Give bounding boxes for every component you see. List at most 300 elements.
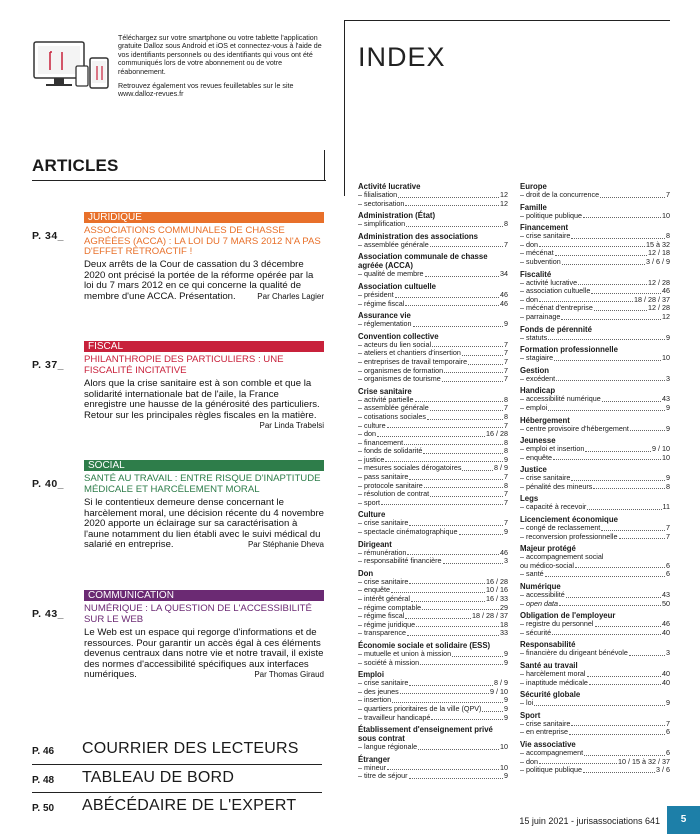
category-badge: JURIDIQUE <box>84 212 324 223</box>
article-summary <box>84 379 324 432</box>
index-entry[interactable] <box>358 241 508 250</box>
index-heading: Administration des associations <box>358 231 479 241</box>
index-entry-page: 29 <box>500 602 508 612</box>
dot-leader <box>559 600 661 607</box>
dot-leader <box>571 232 665 239</box>
article-summary-text: Si le contentieux demeure dense concernant le harcèlement moral, une décision récente du 4 novembre 2020 apporte un éclairage sur sa caractérisation à l'aune notamment du lien établi avec le suivi médical du salarié en entreprise. <box>84 497 324 551</box>
index-entry-page: 10 <box>662 353 670 363</box>
index-entry-label: – accessibilité numérique <box>520 394 601 404</box>
dot-leader <box>413 320 503 327</box>
index-entry-label: – régime juridique <box>358 619 416 629</box>
index-heading: Administration (État) <box>358 211 436 221</box>
index-heading: Étranger <box>358 754 391 764</box>
index-entry[interactable] <box>520 404 670 413</box>
dot-leader <box>416 621 499 628</box>
index-heading: Financement <box>520 223 569 233</box>
dot-leader <box>553 454 661 461</box>
dot-leader <box>424 482 503 489</box>
section-page: P. 46 <box>32 746 55 757</box>
index-entry-label: – parrainage <box>520 311 561 321</box>
index-entry-label: – acteurs du lien social <box>358 339 432 349</box>
index-entry-label: – crise sanitaire <box>520 718 571 728</box>
index-entry-label: – sectorisation <box>358 198 405 208</box>
index-entry[interactable] <box>520 375 670 384</box>
index-entry[interactable] <box>520 649 670 658</box>
index-heading: Établissement d'enseignement privé sous contrat <box>358 725 493 744</box>
index-entry-label: – régime fiscal <box>358 298 405 308</box>
index-entry[interactable] <box>520 483 670 492</box>
index-entry[interactable] <box>358 714 508 723</box>
article-author: Par Stéphanie Dheva <box>247 540 324 550</box>
dot-leader <box>420 659 503 666</box>
index-entry[interactable] <box>520 334 670 343</box>
index-entry-page: 7 <box>504 365 508 375</box>
index-heading: Obligation de l'employeur <box>520 611 616 621</box>
dot-leader <box>392 696 503 703</box>
article-item[interactable] <box>32 212 326 312</box>
article-title[interactable]: NUMÉRIQUE : LA QUESTION DE L'ACCESSIBILITÉ SUR LE WEB <box>84 603 312 625</box>
index-entry-label: – crise sanitaire <box>358 518 409 528</box>
dot-leader <box>442 375 503 382</box>
dot-leader <box>554 354 661 361</box>
dot-leader <box>630 425 665 432</box>
index-heading: Dirigeant <box>358 539 392 549</box>
index-entry-page: 7 <box>504 403 508 413</box>
index-entry-page: 8 <box>666 231 670 241</box>
section-title[interactable]: COURRIER DES LECTEURS <box>82 740 299 757</box>
index-column-1 <box>358 182 508 781</box>
article-title[interactable]: SANTÉ AU TRAVAIL : ENTRE RISQUE D'INAPTITUDE MÉDICALE ET HARCÈLEMENT MORAL <box>84 473 321 495</box>
dot-leader <box>430 241 503 248</box>
index-entry-label: – intérêt général <box>358 594 410 603</box>
index-entry[interactable] <box>358 375 508 384</box>
dot-leader <box>548 334 665 341</box>
index-entry[interactable] <box>520 354 670 363</box>
section-page: P. 48 <box>32 775 55 786</box>
index-entry[interactable] <box>358 200 508 209</box>
dot-leader <box>578 279 647 286</box>
index-entry-label: – statuts <box>520 332 548 342</box>
index-entry-page: 9 <box>666 473 670 483</box>
index-entry-page: 10 / 16 <box>486 585 508 595</box>
index-heading: Justice <box>520 465 547 475</box>
index-entry-label: – financement <box>358 437 404 447</box>
article-author: Par Charles Lagier <box>257 291 324 301</box>
index-entry-label: – congé de reclassement <box>520 523 601 533</box>
index-entry-label: – don <box>520 756 538 766</box>
index-entry-label: – enquête <box>520 452 552 462</box>
index-entry[interactable] <box>358 629 508 638</box>
dot-leader <box>387 422 503 429</box>
article-summary <box>84 260 324 302</box>
dot-leader <box>593 483 665 490</box>
dot-leader <box>409 473 503 480</box>
article-author: Par Linda Trabelsi <box>259 421 324 431</box>
index-entry-page: 9 <box>504 712 508 722</box>
category-badge: COMMUNICATION <box>84 590 324 601</box>
index-entry-label: – langue régionale <box>358 742 418 752</box>
dot-leader <box>459 528 504 535</box>
index-entry-page: 7 <box>666 718 670 728</box>
category-badge: SOCIAL <box>84 460 324 471</box>
index-entry-page: 46 <box>500 547 508 557</box>
index-entry[interactable] <box>520 728 670 737</box>
index-heading: Emploi <box>358 670 384 680</box>
index-entry[interactable] <box>358 490 508 499</box>
index-entry-page: 18 / 28 / 37 <box>634 294 670 304</box>
index-heading: Hébergement <box>520 415 570 425</box>
index-entry-page: 46 <box>500 298 508 308</box>
index-entry-page: 8 <box>504 394 508 404</box>
dot-leader <box>425 270 499 277</box>
dot-leader <box>539 241 645 248</box>
index-entry-label: – assemblée générale <box>358 239 429 249</box>
index-entry[interactable] <box>520 600 670 609</box>
index-entry-label: – accompagnement <box>520 747 584 757</box>
dot-leader <box>583 212 661 219</box>
dot-leader <box>406 220 503 227</box>
divider <box>32 180 326 181</box>
index-entry-label: – des jeunes <box>358 686 399 696</box>
index-entry-page: 3 <box>666 373 670 383</box>
dot-leader <box>569 728 665 735</box>
index-entry-label: – simplification <box>358 219 406 229</box>
dot-leader <box>602 395 661 402</box>
index-entry-label: – don <box>520 239 538 249</box>
index-heading: Vie associative <box>520 739 576 749</box>
dot-leader <box>601 524 665 531</box>
index-entry-page: 9 <box>504 703 508 713</box>
index-entry-page: 16 / 28 <box>486 576 508 586</box>
index-entry-label: – crise sanitaire <box>358 678 409 688</box>
index-heading: Licenciement économique <box>520 515 618 525</box>
index-entry-label: – capacité à recevoir <box>520 502 587 512</box>
index-entry-page: 46 <box>662 286 670 296</box>
app-promo <box>32 34 328 144</box>
dot-leader <box>409 578 485 585</box>
article-item[interactable] <box>32 590 326 710</box>
index-entry[interactable] <box>358 772 508 781</box>
index-entry-page: 7 <box>504 239 508 249</box>
index-entry-page: 10 <box>500 742 508 752</box>
index-entry-page: 7 <box>504 348 508 358</box>
index-entry-label: – accessibilité <box>520 590 565 600</box>
index-entry-page: 7 <box>504 497 508 507</box>
index-entry-page: 7 <box>666 531 670 541</box>
index-entry-label: – centre provisoire d'hébergement <box>520 423 629 433</box>
dot-leader <box>600 191 665 198</box>
index-entry-label: – mutuelle et union à mission <box>358 648 452 658</box>
index-entry[interactable] <box>520 533 670 542</box>
dot-leader <box>571 474 665 481</box>
index-entry[interactable] <box>358 320 508 329</box>
index-entry-label: – spectacle cinématographique <box>358 527 458 537</box>
index-entry-label: – accompagnement social <box>520 552 604 562</box>
index-entry[interactable] <box>520 629 670 638</box>
index-entry[interactable] <box>520 454 670 463</box>
dot-leader <box>444 367 503 374</box>
index-entry-page: 46 <box>662 619 670 629</box>
index-entry-label: – loi <box>520 698 534 708</box>
index-entry-page: 10 <box>662 210 670 220</box>
index-entry-page: 9 <box>504 648 508 658</box>
dot-leader <box>391 586 485 593</box>
index-entry-label: – financière du dirigeant bénévole <box>520 648 628 658</box>
index-entry[interactable] <box>358 499 508 508</box>
article-page: P. 40_ <box>32 478 65 490</box>
dot-leader <box>409 519 503 526</box>
index-entry-label: – travailleur handicapé <box>358 712 431 722</box>
index-entry-page: 18 / 28 / 37 <box>472 611 508 621</box>
dot-leader <box>409 772 503 779</box>
index-entry[interactable] <box>520 503 670 512</box>
index-entry-page: 6 <box>666 560 670 570</box>
dot-leader <box>405 300 499 307</box>
dot-leader <box>545 570 665 577</box>
index-entry[interactable] <box>520 679 670 688</box>
index-entry-label: – sport <box>358 497 380 507</box>
article-page: P. 43_ <box>32 608 65 620</box>
section-title[interactable]: ABÉCÉDAIRE DE L'EXPERT <box>82 797 297 814</box>
devices-icon <box>32 40 112 92</box>
index-entry-page: 6 <box>666 747 670 757</box>
index-entry-page: 8 <box>504 437 508 447</box>
dot-leader <box>534 699 665 706</box>
index-entry-label: – emploi <box>520 402 548 412</box>
index-entry-page: 40 <box>662 669 670 678</box>
index-heading: Activité lucrative <box>358 182 421 191</box>
dot-leader <box>539 758 617 765</box>
index-entry-page: 7 <box>504 356 508 366</box>
index-entry-page: 8 <box>504 411 508 421</box>
index-entry-page: 8 <box>504 446 508 456</box>
index-entry-label: – mineur <box>358 762 386 772</box>
dot-leader <box>423 447 503 454</box>
index-entry-page: 3 <box>504 556 508 566</box>
index-entry-label: – stagiaire <box>520 353 554 363</box>
index-entry-page: 7 <box>504 518 508 528</box>
index-entry-label: – mécénat <box>520 248 554 258</box>
dot-leader <box>407 629 499 636</box>
index-entry-label: – politique publique <box>520 765 582 775</box>
index-entry-page: 9 <box>504 771 508 781</box>
index-entry-label: – sécurité <box>520 627 552 637</box>
index-entry-label: – justice <box>358 454 385 464</box>
page-number-badge: 5 <box>667 806 700 834</box>
dot-leader <box>552 629 661 636</box>
index-entry-page: 7 <box>504 420 508 430</box>
index-entry-label: – droit de la concurrence <box>520 190 600 199</box>
dot-leader <box>561 313 661 320</box>
index-entry-page: 10 <box>500 762 508 772</box>
index-entry-label: – emploi et insertion <box>520 444 585 454</box>
dot-leader <box>591 287 661 294</box>
index-entry-page: 9 <box>504 319 508 329</box>
index-entry-label: – régime comptable <box>358 602 422 612</box>
index-entry[interactable] <box>358 300 508 309</box>
dot-leader <box>555 249 647 256</box>
index-entry-label: – organismes de tourisme <box>358 374 441 384</box>
index-entry-label: – mécénat d'entreprise <box>520 303 593 313</box>
dot-leader <box>381 499 503 506</box>
index-entry-page: 12 <box>500 198 508 208</box>
dot-leader <box>415 396 503 403</box>
index-entry-page: 8 <box>504 219 508 229</box>
index-entry-page: 15 à 32 <box>646 239 670 249</box>
articles-heading: ARTICLES <box>32 156 119 175</box>
dot-leader <box>422 604 499 611</box>
index-heading: Assurance vie <box>358 311 411 321</box>
index-entry-page: 11 <box>662 502 670 512</box>
index-entry-label: – quartiers prioritaires de la ville (QPV) <box>358 703 482 713</box>
index-entry-page: 16 / 28 <box>486 429 508 439</box>
section-item[interactable] <box>32 736 322 764</box>
section-page: P. 50 <box>32 803 55 814</box>
article-item[interactable] <box>32 460 326 570</box>
index-entry-label: – mesures sociales dérogatoires <box>358 463 462 473</box>
index-entry-label: – assemblée générale <box>358 403 429 413</box>
index-entry-page: 10 <box>662 452 670 462</box>
section-item[interactable] <box>32 792 322 820</box>
index-entry-label: – organismes de formation <box>358 365 444 375</box>
divider <box>324 150 325 181</box>
index-entry-page: 3 / 6 / 9 <box>646 256 670 266</box>
dot-leader <box>468 358 503 365</box>
article-page: P. 37_ <box>32 359 65 371</box>
dot-leader <box>587 503 661 510</box>
index-entry-label: – don <box>358 429 376 439</box>
dot-leader <box>462 349 503 356</box>
index-entry-label: – filialisation <box>358 190 398 199</box>
index-entry-page: 8 <box>504 480 508 490</box>
index-entry-page: 9 <box>504 527 508 537</box>
index-entry-page: 8 / 9 <box>494 463 508 473</box>
index-heading: Responsabilité <box>520 640 576 650</box>
dot-leader <box>585 445 651 452</box>
index-entry-page: 9 <box>666 402 670 412</box>
index-entry-page: 6 <box>666 569 670 579</box>
dot-leader <box>548 404 665 411</box>
index-entry-page: 16 / 33 <box>486 594 508 603</box>
section-title[interactable]: TABLEAU DE BORD <box>82 769 235 786</box>
dot-leader <box>589 679 661 686</box>
dot-leader <box>427 413 503 420</box>
index-entry-page: 9 <box>504 657 508 667</box>
index-heading: Numérique <box>520 582 561 592</box>
index-entry[interactable] <box>358 743 508 752</box>
index-heading: Sécurité globale <box>520 690 581 700</box>
promo-text-1: Téléchargez sur votre smartphone ou votre tablette l'application gratuite Dalloz sous Android et iOS et connectez-vous à l'aide de vos identifiants personnels ou des identifiants qui vous ont été communiqués lors de votre abonnement ou de votre réabonnement. <box>118 34 322 76</box>
article-summary <box>84 498 324 551</box>
dot-leader <box>539 296 633 303</box>
index-entry-page: 7 <box>504 339 508 349</box>
dot-leader <box>571 720 665 727</box>
article-summary-text: Le Web est un espace qui regorge d'informations et de ressources. Pour garantir un accès égal à ces éléments devenus centraux dans notre vie et notre travail, il existe des normes d'accessibilité spécifiques aux interfaces numériques. <box>84 627 324 681</box>
index-entry[interactable] <box>358 557 508 566</box>
index-entry-page: 40 <box>662 627 670 637</box>
index-heading: Culture <box>358 510 386 520</box>
index-entry-page: 34 <box>500 269 508 279</box>
index-entry[interactable] <box>520 258 670 267</box>
dot-leader <box>566 591 661 598</box>
index-entry-page: 50 <box>662 598 670 608</box>
dot-leader <box>407 549 499 556</box>
index-entry-label: – association cultuelle <box>520 286 591 296</box>
index-entry-label: – don <box>520 294 538 304</box>
index-entry-page: 8 <box>666 481 670 491</box>
index-entry-label: – crise sanitaire <box>358 576 409 586</box>
index-heading: Convention collective <box>358 331 439 341</box>
article-summary <box>84 628 324 681</box>
dot-leader <box>462 464 493 471</box>
index-entry-label: – responsabilité financière <box>358 556 442 566</box>
dot-leader <box>595 620 661 627</box>
index-entry-page: 9 <box>504 695 508 705</box>
index-entry[interactable] <box>358 659 508 668</box>
promo-text-2: Retrouvez également vos revues feuilletables sur le site www.dalloz-revues.fr <box>118 82 294 99</box>
dot-leader <box>575 562 665 569</box>
index-entry-label: ou médico-social <box>520 560 574 570</box>
index-entry[interactable] <box>520 766 670 775</box>
index-entry-label: – reconversion professionnelle <box>520 531 618 541</box>
index-entry-label: – fonds de solidarité <box>358 446 423 456</box>
index-entry-label: – entreprises de travail temporaire <box>358 356 468 366</box>
index-entry-label: – excédent <box>520 373 556 383</box>
index-entry-label: – activité lucrative <box>520 277 578 287</box>
dot-leader <box>443 557 503 564</box>
index-entry[interactable] <box>520 425 670 434</box>
index-entry-label: – registre du personnel <box>520 619 594 629</box>
dot-leader <box>587 670 661 677</box>
index-heading: Crise sanitaire <box>358 386 412 396</box>
index-entry[interactable] <box>520 699 670 708</box>
index-entry-page: 9 <box>666 423 670 433</box>
article-page: P. 34_ <box>32 230 65 242</box>
dot-leader <box>404 439 503 446</box>
article-title[interactable]: ASSOCIATIONS COMMUNALES DE CHASSE AGRÉÉES (ACCA) : LA LOI DU 7 MARS 2012 N'A PAS D'EFFET RÉTROACTIF ! <box>84 225 321 258</box>
index-entry-page: 9 / 10 <box>490 686 508 696</box>
index-heading: Association cultuelle <box>358 281 436 291</box>
index-entry-page: 33 <box>500 628 508 638</box>
section-item[interactable] <box>32 764 322 792</box>
dot-leader <box>405 612 471 619</box>
dot-leader <box>398 191 499 198</box>
index-entry-page: 43 <box>662 394 670 404</box>
index-entry-label: – crise sanitaire <box>520 473 571 483</box>
dot-leader <box>584 749 665 756</box>
dot-leader <box>452 650 503 657</box>
index-entry-label: – protocole sanitaire <box>358 480 423 490</box>
index-entry[interactable] <box>358 528 508 537</box>
index-entry-page: 8 / 9 <box>494 678 508 688</box>
index-heading: Gestion <box>520 365 550 375</box>
sections-list <box>32 736 322 820</box>
index-entry[interactable] <box>520 212 670 221</box>
index-heading: Formation professionnelle <box>520 345 618 355</box>
index-entry[interactable] <box>520 191 670 200</box>
index-entry[interactable] <box>520 570 670 579</box>
index-entry-label: – en entreprise <box>520 727 568 737</box>
article-item[interactable] <box>32 341 326 441</box>
index-entry[interactable] <box>358 220 508 229</box>
index-entry-page: 7 <box>504 489 508 499</box>
index-entry-label: – politique publique <box>520 210 582 220</box>
index-entry[interactable] <box>358 270 508 279</box>
dot-leader <box>409 679 493 686</box>
index-heading: Fonds de pérennité <box>520 324 592 334</box>
index-entry[interactable] <box>520 313 670 322</box>
article-title[interactable]: PHILANTHROPIE DES PARTICULIERS : UNE FISCALITÉ INCITATIVE <box>84 354 284 376</box>
